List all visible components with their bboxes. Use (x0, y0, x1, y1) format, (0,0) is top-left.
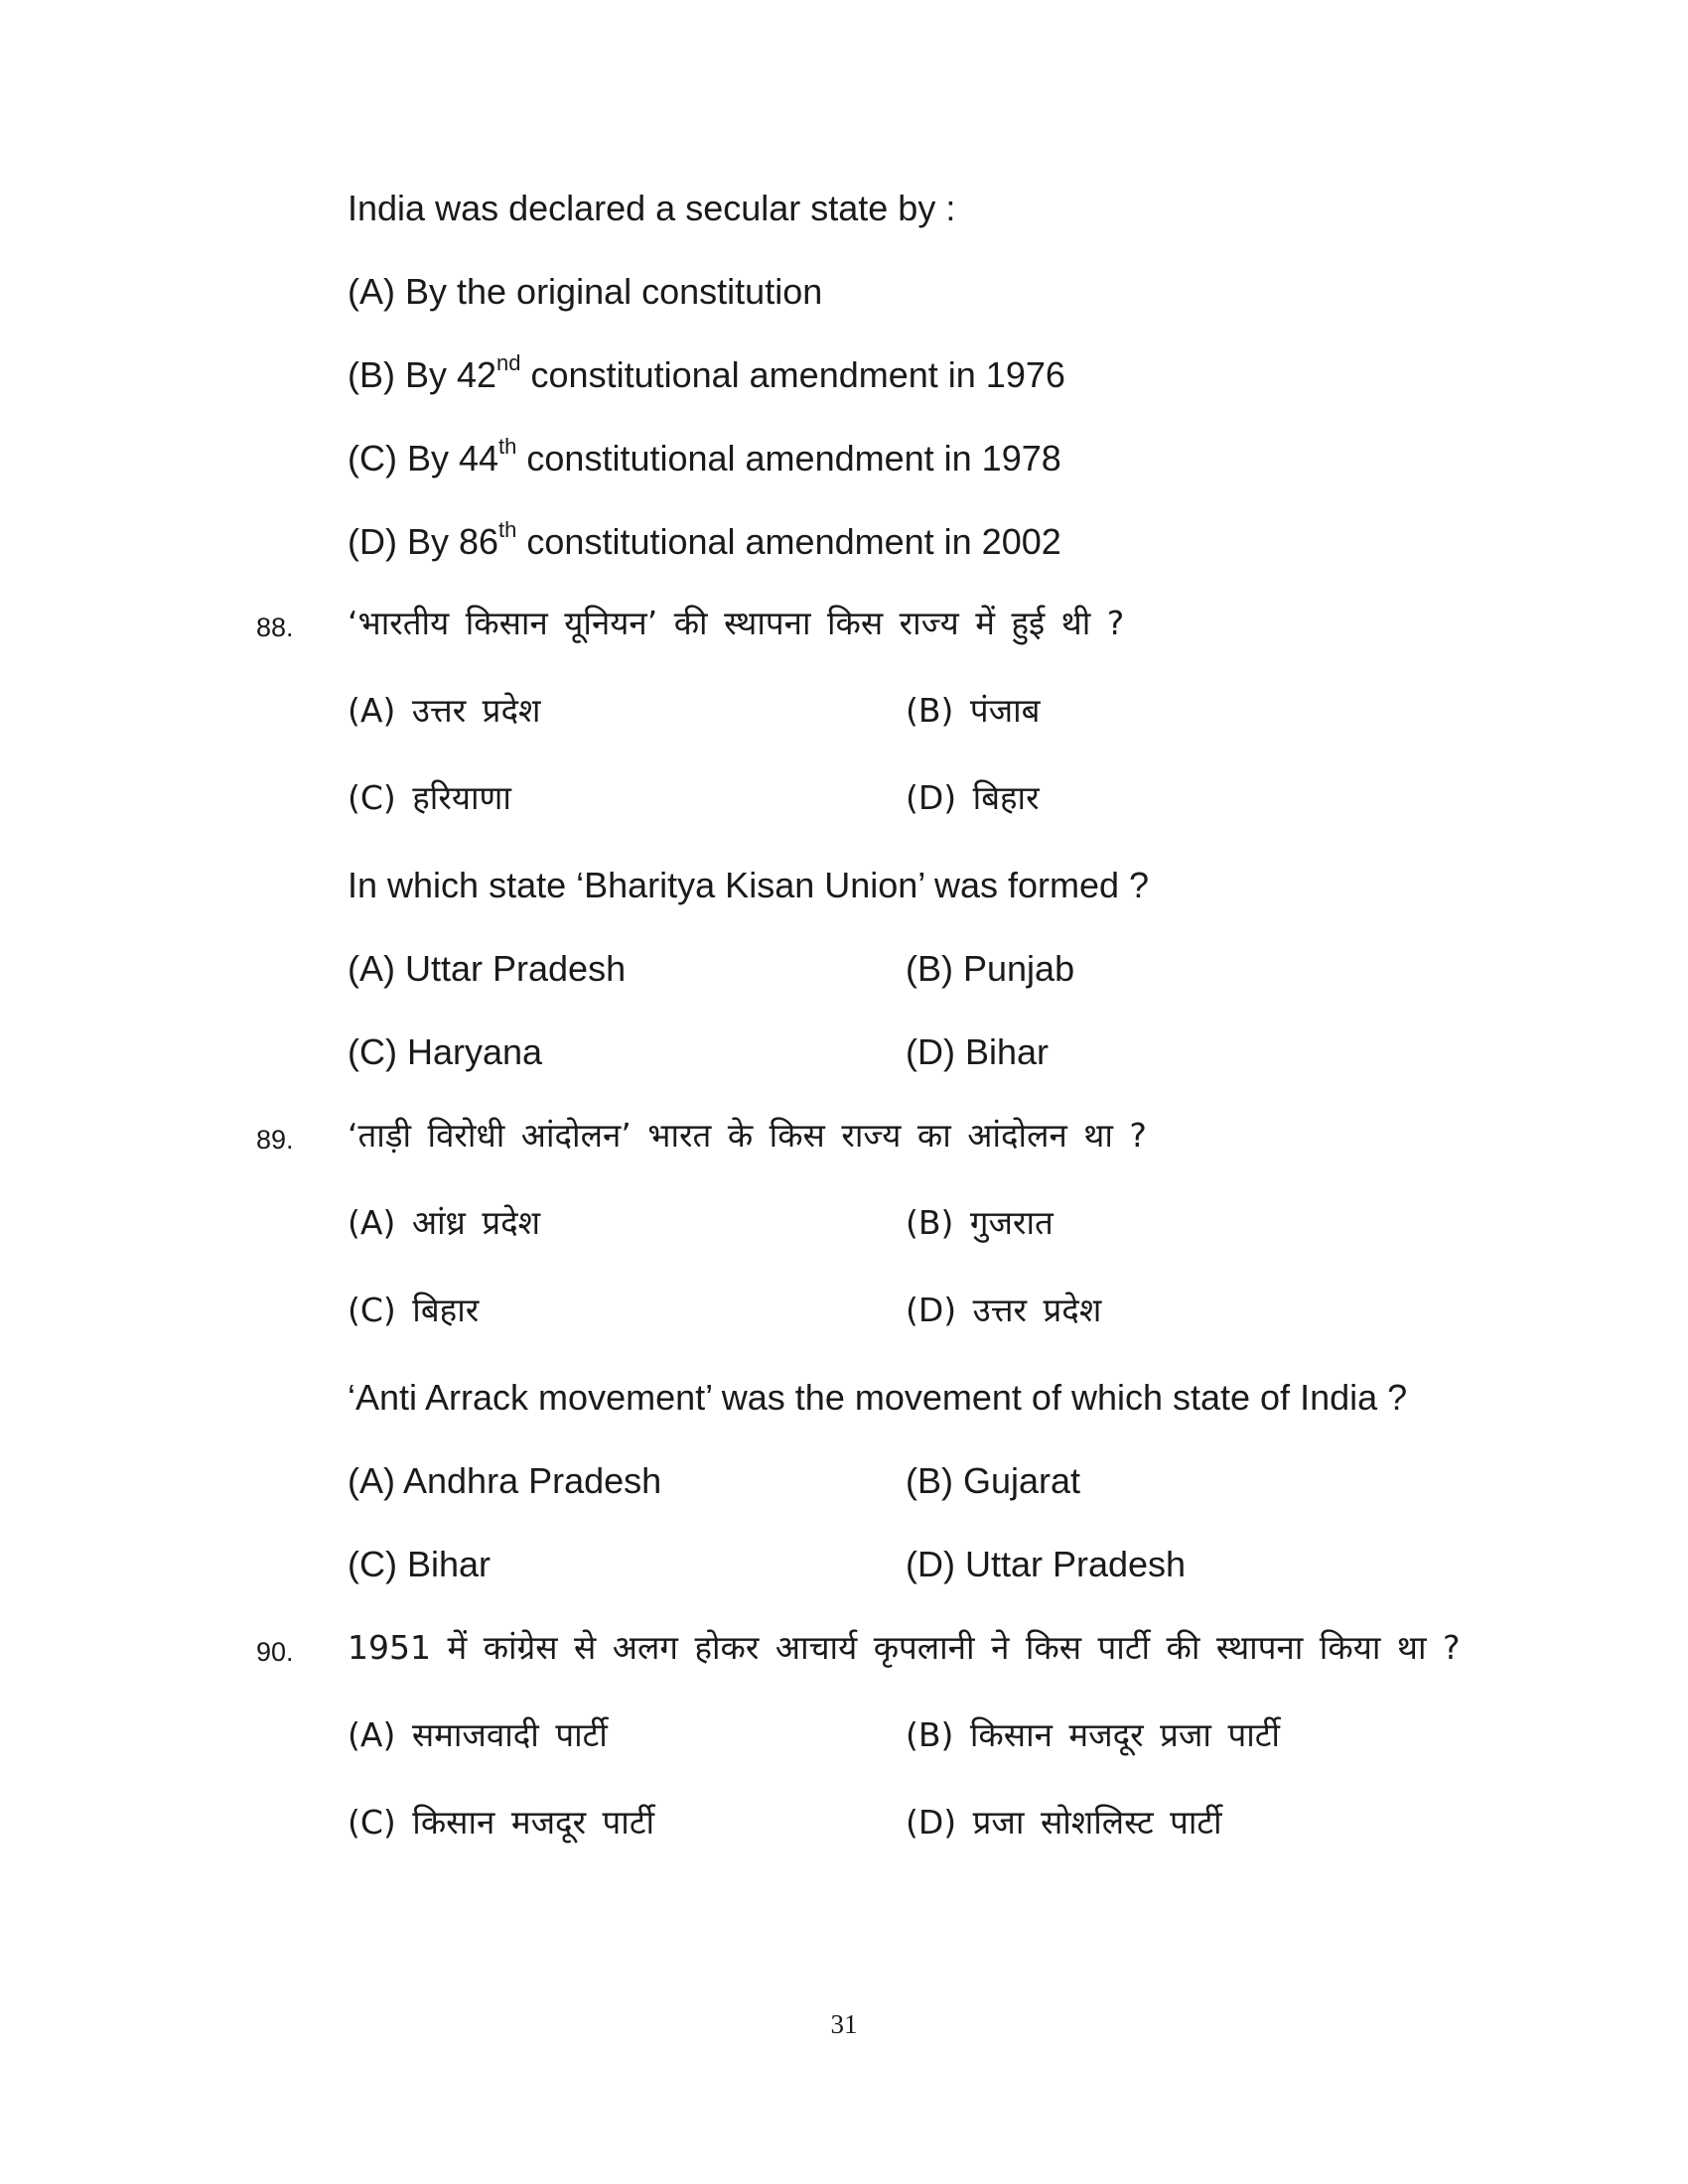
q87-option-b-sup: nd (496, 350, 521, 375)
q90-option-c-hi: (C) किसान मजदूर पार्टी (348, 1803, 655, 1842)
q88-number: 88. (256, 613, 294, 642)
q89-option-d-hi: (D) उत्तर प्रदेश (906, 1291, 1102, 1329)
q87-question-en: India was declared a secular state by : (348, 188, 956, 228)
q87-option-d-text: (D) By 86 (348, 521, 499, 562)
q89-question-hi: ‘ताड़ी विरोधी आंदोलन’ भारत के किस राज्य का आंदोलन था ? (348, 1116, 1147, 1155)
q87-option-a (348, 270, 822, 314)
q87-option-b-rest: constitutional amendment in 1976 (520, 354, 1065, 395)
q87-option-b-text: (B) By 42 (348, 354, 497, 395)
q87-option-d (348, 517, 1061, 564)
q88-option-c-hi: (C) हरियाणा (348, 778, 511, 817)
q88-question-hi: ‘भारतीय किसान यूनियन’ की स्थापना किस राज्य में हुई थी ? (348, 604, 1125, 642)
q90-number: 90. (256, 1637, 294, 1667)
q88-option-a-hi: (A) उत्तर प्रदेश (348, 691, 541, 730)
q87-option-d-rest: constitutional amendment in 2002 (516, 521, 1061, 562)
q88-option-a-en: (A) Uttar Pradesh (348, 948, 627, 989)
q87-option-c-rest: constitutional amendment in 1978 (516, 438, 1061, 478)
q89-option-d-en: (D) Uttar Pradesh (906, 1544, 1187, 1584)
q89-option-c-en: (C) Bihar (348, 1544, 492, 1584)
q90-option-b-hi: (B) किसान मजदूर प्रजा पार्टी (906, 1715, 1280, 1754)
q90-option-d-hi: (D) प्रजा सोशलिस्ट पार्टी (906, 1803, 1222, 1842)
q89-question-en: ‘Anti Arrack movement’ was the movement of which state of India ? (348, 1377, 1408, 1418)
q88-option-d-hi: (D) बिहार (906, 778, 1040, 817)
q87-option-a-text: (A) By the original constitution (348, 271, 823, 312)
q89-option-b-hi: (B) गुजरात (906, 1203, 1054, 1242)
q89-number: 89. (256, 1125, 294, 1155)
q88-option-c-en: (C) Haryana (348, 1031, 543, 1072)
q89-option-a-en: (A) Andhra Pradesh (348, 1460, 662, 1501)
q87-option-d-sup: th (498, 517, 517, 542)
q90-option-a-hi: (A) समाजवादी पार्टी (348, 1715, 608, 1754)
q89-option-c-hi: (C) बिहार (348, 1291, 480, 1329)
q88-option-d-en: (D) Bihar (906, 1031, 1050, 1072)
q88-option-b-hi: (B) पंजाब (906, 691, 1041, 730)
q89-option-b-en: (B) Gujarat (906, 1460, 1081, 1501)
page-number: 31 (830, 2009, 858, 2039)
q87-option-b (348, 350, 1065, 397)
q87-option-c (348, 434, 1061, 480)
q90-question-hi: 1951 में कांग्रेस से अलग होकर आचार्य कृपलानी ने किस पार्टी की स्थापना किया था ? (348, 1628, 1461, 1667)
q87-option-c-sup: th (498, 434, 517, 459)
q87-option-c-text: (C) By 44 (348, 438, 499, 478)
q88-question-en: In which state ‘Bharitya Kisan Union’ was formed ? (348, 865, 1150, 905)
q89-option-a-hi: (A) आंध्र प्रदेश (348, 1203, 541, 1242)
q88-option-b-en: (B) Punjab (906, 948, 1075, 989)
